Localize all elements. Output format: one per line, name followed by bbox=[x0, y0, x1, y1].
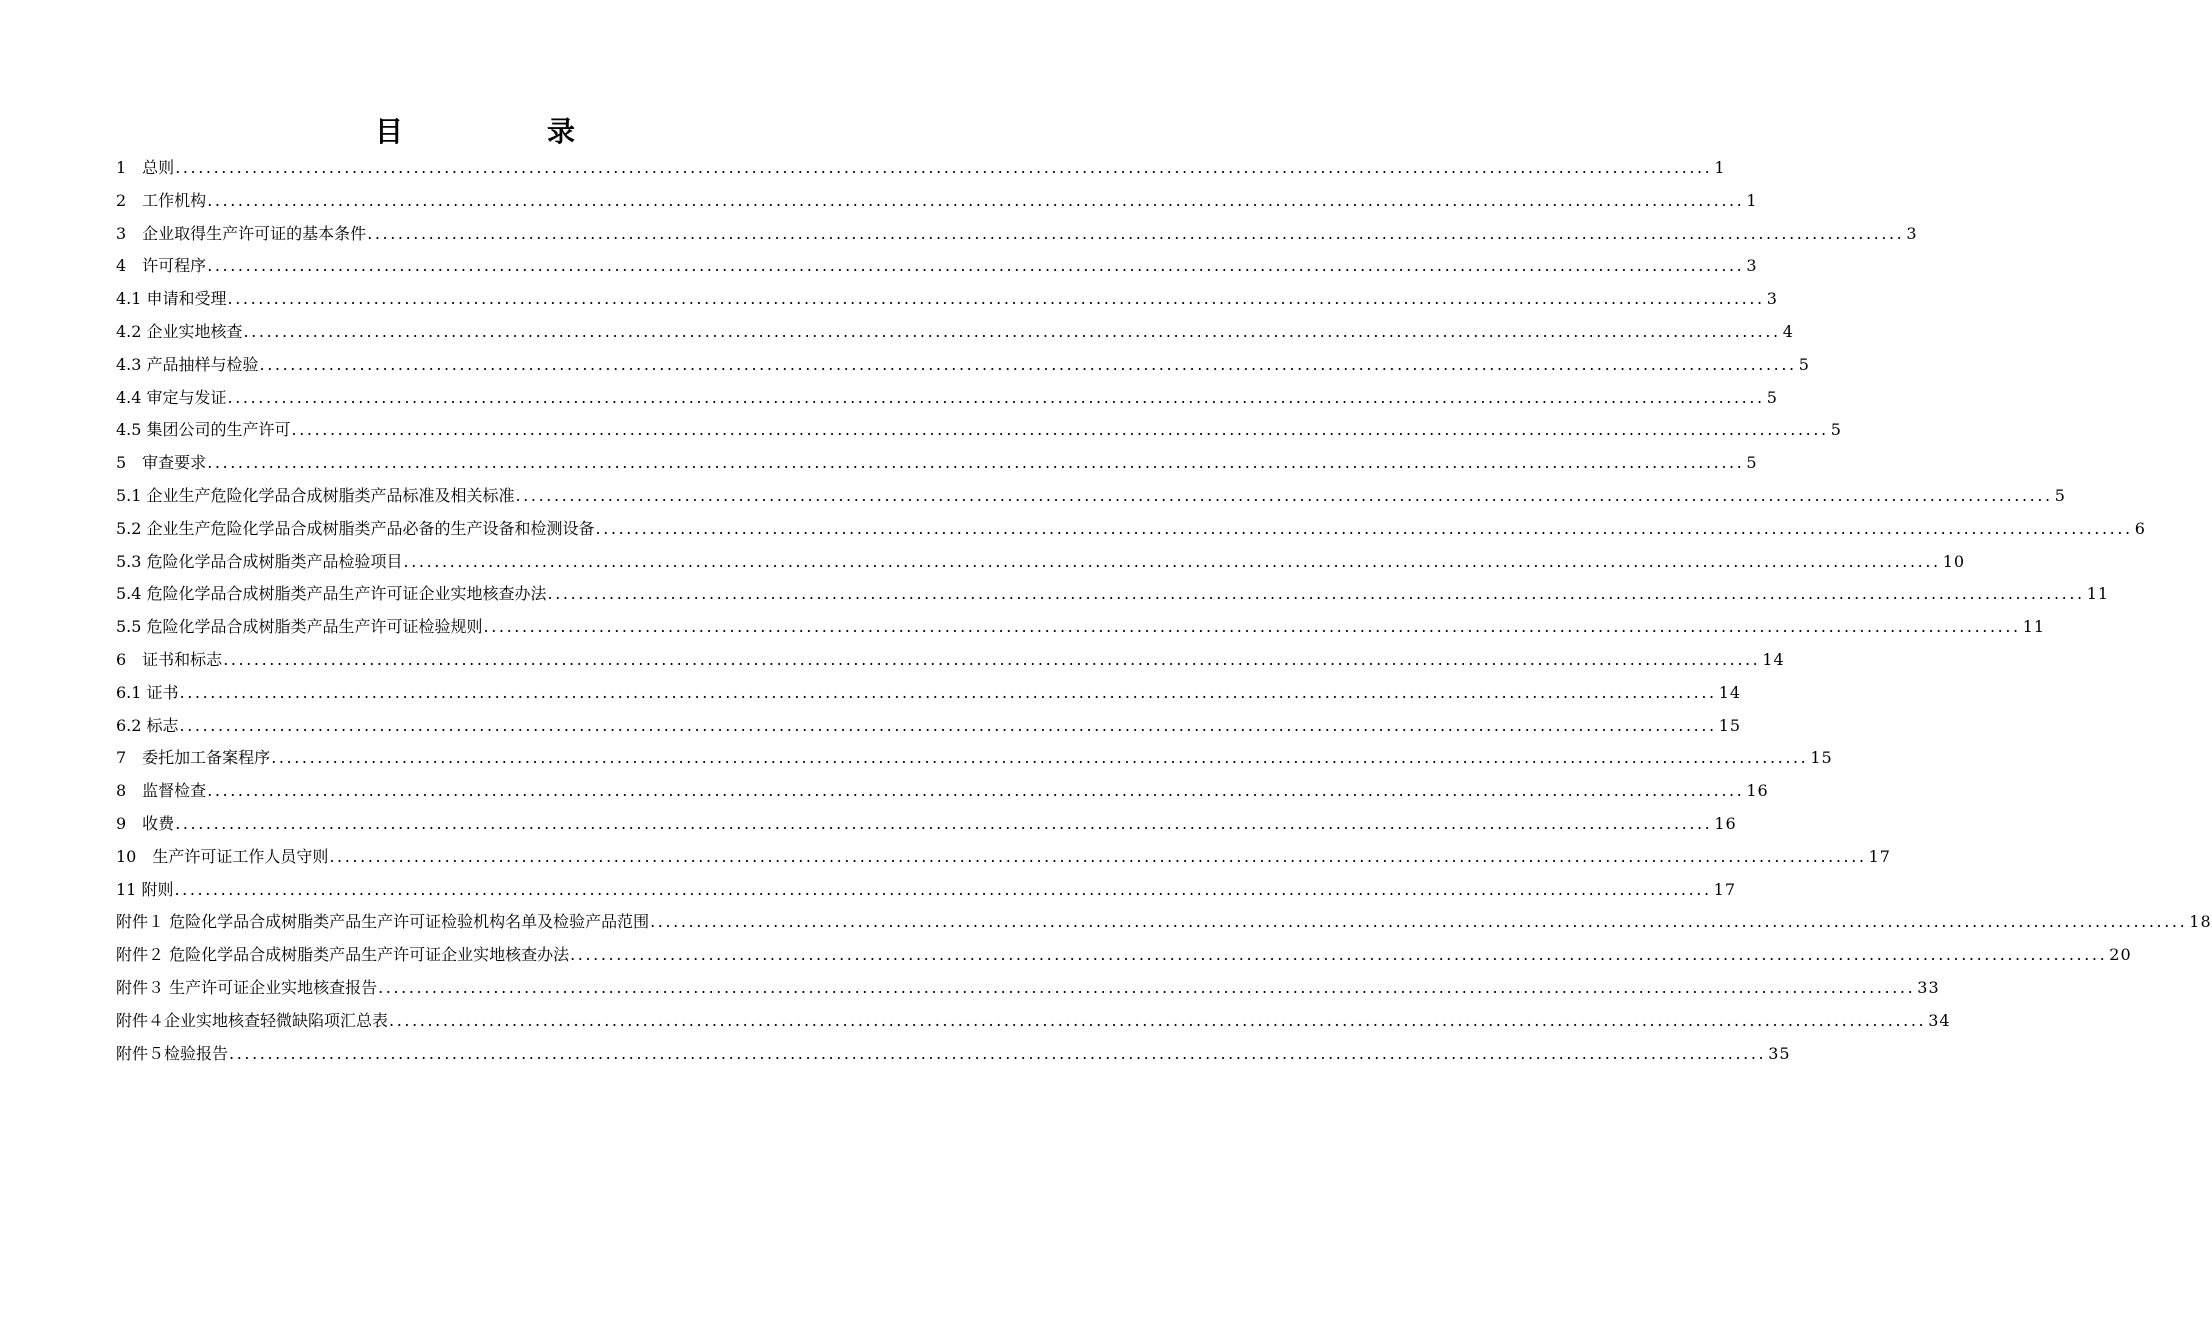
toc-entry[interactable] bbox=[116, 513, 2146, 546]
toc-entry-label: 2 工作机构 bbox=[116, 190, 207, 210]
toc-entry[interactable] bbox=[116, 644, 1785, 677]
toc-entry-page-number: 16 bbox=[1714, 813, 1737, 833]
toc-entry-page-number: 3 bbox=[1766, 289, 1778, 309]
toc-entry-label: 5.4 危险化学品合成树脂类产品生产许可证企业实地核查办法 bbox=[116, 584, 547, 604]
toc-leader-dots: ........................................................................................................................................................................................................ bbox=[378, 977, 1916, 997]
toc-entry[interactable] bbox=[116, 1005, 1951, 1038]
toc-entry[interactable] bbox=[116, 480, 2066, 513]
toc-leader-dots: ........................................................................................................................................................................................................ bbox=[403, 551, 1941, 571]
toc-entry-page-number: 17 bbox=[1868, 846, 1891, 866]
toc-entry[interactable] bbox=[116, 874, 1736, 907]
toc-entry-label: 4.2 企业实地核查 bbox=[116, 321, 243, 341]
toc-leader-dots: ........................................................................................................................................................................................................ bbox=[175, 813, 1713, 833]
toc-entry-page-number: 20 bbox=[2109, 945, 2132, 965]
toc-leader-dots: ........................................................................................................................................................................................................ bbox=[570, 945, 2108, 965]
toc-entry[interactable] bbox=[116, 1038, 1791, 1071]
toc-entry-label: 5.5 危险化学品合成树脂类产品生产许可证检验规则 bbox=[116, 617, 483, 637]
toc-entry-page-number: 11 bbox=[2022, 617, 2046, 637]
toc-leader-dots: ........................................................................................................................................................................................................ bbox=[650, 912, 2188, 932]
toc-entry-page-number: 33 bbox=[1917, 977, 1940, 997]
toc-entry[interactable] bbox=[116, 578, 2110, 611]
toc-leader-dots: ........................................................................................................................................................................................................ bbox=[207, 256, 1745, 276]
toc-entry-label: 附件１ 危险化学品合成树脂类产品生产许可证检验机构名单及检验产品范围 bbox=[116, 912, 650, 932]
toc-leader-dots: ........................................................................................................................................................................................................ bbox=[207, 781, 1745, 801]
toc-entry-label: 5.2 企业生产危险化学品合成树脂类产品必备的生产设备和检测设备 bbox=[116, 518, 595, 538]
toc-entry-page-number: 5 bbox=[1766, 387, 1778, 407]
toc-entry[interactable] bbox=[116, 546, 1966, 579]
toc-leader-dots: ........................................................................................................................................................................................................ bbox=[227, 289, 1765, 309]
toc-entry[interactable] bbox=[116, 250, 1758, 283]
toc-entry-label: 6.1 证书 bbox=[116, 682, 179, 702]
toc-list bbox=[116, 152, 2212, 1070]
toc-entry-label: 附件５检验报告 bbox=[116, 1043, 229, 1063]
toc-entry-label: 附件４企业实地核查轻微缺陷项汇总表 bbox=[116, 1010, 389, 1030]
toc-leader-dots: ........................................................................................................................................................................................................ bbox=[179, 715, 1717, 735]
toc-leader-dots: ........................................................................................................................................................................................................ bbox=[329, 846, 1867, 866]
toc-entry-page-number: 6 bbox=[2134, 518, 2146, 538]
toc-title: 目 录 bbox=[374, 115, 633, 148]
toc-entry-page-number: 17 bbox=[1713, 879, 1736, 899]
toc-leader-dots: ........................................................................................................................................................................................................ bbox=[229, 1043, 1767, 1063]
toc-entry-label: 附件３ 生产许可证企业实地核查报告 bbox=[116, 977, 378, 997]
toc-entry-page-number: 34 bbox=[1928, 1010, 1951, 1030]
toc-entry-page-number: 35 bbox=[1768, 1043, 1791, 1063]
toc-entry-label: 5 审查要求 bbox=[116, 453, 207, 473]
toc-entry-label: 4.5 集团公司的生产许可 bbox=[116, 420, 291, 440]
toc-entry[interactable] bbox=[116, 841, 1891, 874]
toc-entry-label: 4.3 产品抽样与检验 bbox=[116, 354, 259, 374]
toc-leader-dots: ........................................................................................................................................................................................................ bbox=[175, 158, 1713, 177]
toc-entry[interactable] bbox=[116, 283, 1778, 316]
toc-entry-label: 8 监督检查 bbox=[116, 781, 207, 801]
toc-entry-label: 3 企业取得生产许可证的基本条件 bbox=[116, 223, 367, 243]
toc-entry[interactable] bbox=[116, 185, 1758, 218]
toc-entry-page-number: 5 bbox=[2054, 485, 2066, 505]
toc-entry-label: 4.4 审定与发证 bbox=[116, 387, 227, 407]
toc-entry[interactable] bbox=[116, 611, 2046, 644]
toc-entry-page-number: 1 bbox=[1746, 190, 1758, 210]
toc-leader-dots: ........................................................................................................................................................................................................ bbox=[515, 485, 2053, 505]
toc-leader-dots: ........................................................................................................................................................................................................ bbox=[179, 682, 1717, 702]
toc-entry[interactable] bbox=[116, 414, 1842, 447]
toc-entry-label: 6 证书和标志 bbox=[116, 649, 223, 669]
toc-entry[interactable] bbox=[116, 906, 2212, 939]
toc-entry-page-number: 3 bbox=[1906, 223, 1918, 243]
toc-entry-page-number: 18 bbox=[2189, 912, 2212, 932]
toc-entry-label: 10 生产许可证工作人员守则 bbox=[116, 846, 329, 866]
toc-entry-label: 4 许可程序 bbox=[116, 256, 207, 276]
toc-entry-label: 5.3 危险化学品合成树脂类产品检验项目 bbox=[116, 551, 403, 571]
toc-entry-page-number: 16 bbox=[1746, 781, 1769, 801]
toc-entry[interactable] bbox=[116, 742, 1833, 775]
toc-entry-page-number: 3 bbox=[1746, 256, 1758, 276]
toc-leader-dots: ........................................................................................................................................................................................................ bbox=[547, 584, 2085, 604]
toc-leader-dots: ........................................................................................................................................................................................................ bbox=[207, 453, 1745, 473]
toc-entry-label: 6.2 标志 bbox=[116, 715, 179, 735]
toc-entry-label: 5.1 企业生产危险化学品合成树脂类产品标准及相关标准 bbox=[116, 485, 515, 505]
toc-entry[interactable] bbox=[116, 316, 1794, 349]
toc-entry-label: 附件２ 危险化学品合成树脂类产品生产许可证企业实地核查办法 bbox=[116, 945, 570, 965]
toc-entry-page-number: 15 bbox=[1718, 715, 1742, 735]
toc-entry-page-number: 11 bbox=[2086, 584, 2110, 604]
toc-leader-dots: ........................................................................................................................................................................................................ bbox=[389, 1010, 1927, 1030]
toc-leader-dots: ........................................................................................................................................................................................................ bbox=[223, 649, 1761, 669]
toc-entry-label: 9 收费 bbox=[116, 813, 175, 833]
toc-entry[interactable] bbox=[116, 775, 1769, 808]
toc-entry-page-number: 15 bbox=[1810, 748, 1833, 768]
toc-entry-label: 4.1 申请和受理 bbox=[116, 289, 227, 309]
toc-entry-label: 1 总则 bbox=[116, 158, 175, 177]
toc-leader-dots: ........................................................................................................................................................................................................ bbox=[259, 354, 1797, 374]
toc-entry-label: 7 委托加工备案程序 bbox=[116, 748, 271, 768]
toc-entry-page-number: 1 bbox=[1714, 158, 1726, 177]
toc-entry[interactable] bbox=[116, 447, 1758, 480]
toc-leader-dots: ........................................................................................................................................................................................................ bbox=[243, 321, 1781, 341]
toc-entry[interactable] bbox=[116, 939, 2132, 972]
toc-entry-label: 11 附则 bbox=[116, 879, 174, 899]
toc-entry-page-number: 14 bbox=[1718, 682, 1742, 702]
toc-leader-dots: ........................................................................................................................................................................................................ bbox=[595, 518, 2133, 538]
toc-entry[interactable] bbox=[116, 382, 1778, 415]
toc-entry-page-number: 14 bbox=[1762, 649, 1785, 669]
toc-entry[interactable] bbox=[116, 218, 1918, 251]
toc-entry-page-number: 5 bbox=[1830, 420, 1842, 440]
toc-leader-dots: ........................................................................................................................................................................................................ bbox=[367, 223, 1905, 243]
toc-leader-dots: ........................................................................................................................................................................................................ bbox=[291, 420, 1829, 440]
toc-entry[interactable] bbox=[116, 152, 1726, 185]
toc-leader-dots: ........................................................................................................................................................................................................ bbox=[227, 387, 1765, 407]
toc-entry[interactable] bbox=[116, 808, 1737, 841]
toc-entry[interactable] bbox=[116, 972, 1940, 1005]
toc-leader-dots: ........................................................................................................................................................................................................ bbox=[271, 748, 1809, 768]
toc-entry-page-number: 5 bbox=[1798, 354, 1810, 374]
toc-entry[interactable] bbox=[116, 710, 1742, 743]
toc-entry-page-number: 10 bbox=[1942, 551, 1966, 571]
toc-leader-dots: ........................................................................................................................................................................................................ bbox=[483, 617, 2021, 637]
toc-entry-page-number: 5 bbox=[1746, 453, 1758, 473]
toc-entry-page-number: 4 bbox=[1782, 321, 1794, 341]
toc-entry[interactable] bbox=[116, 349, 1810, 382]
toc-leader-dots: ........................................................................................................................................................................................................ bbox=[207, 190, 1745, 210]
toc-entry[interactable] bbox=[116, 677, 1742, 710]
toc-leader-dots: ........................................................................................................................................................................................................ bbox=[174, 879, 1712, 899]
